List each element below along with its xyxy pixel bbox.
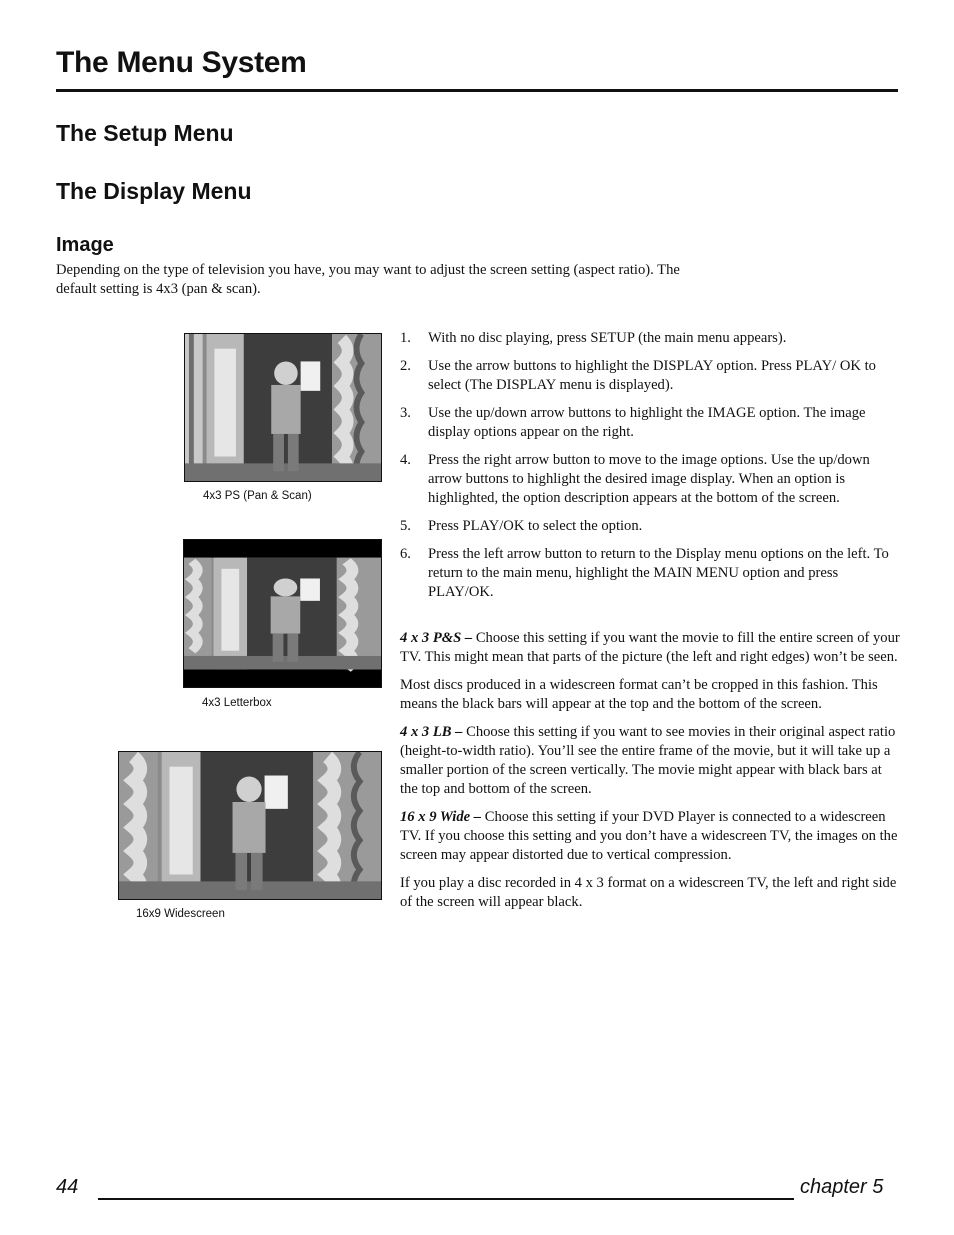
letterbox-term: 4 x 3 LB – <box>400 724 463 740</box>
widescreen-caption: 16x9 Widescreen <box>136 908 225 920</box>
wide-description <box>400 808 900 865</box>
widescreen-photo <box>118 751 382 900</box>
step-number: 5. <box>400 518 411 534</box>
display-menu-heading: The Display Menu <box>56 178 252 204</box>
pan-scan-text: Choose this setting if you want the movie to fill the entire screen of your TV. This might mean that parts of the picture (the left and right edges) won’t be seen. <box>400 630 900 665</box>
setup-steps-list <box>400 329 900 611</box>
list-item <box>400 451 900 508</box>
letterbox-description <box>400 723 900 799</box>
page-title: The Menu System <box>56 46 307 79</box>
step-text: With no disc playing, press SETUP (the main menu appears). <box>428 330 787 346</box>
pan-scan-caption: 4x3 PS (Pan & Scan) <box>203 490 312 502</box>
step-number: 3. <box>400 405 411 421</box>
step-text: Press the right arrow button to move to the image options. Use the up/down arrow buttons to highlight the desired image display. When an option is highlighted, the option description appears at the bottom of the screen. <box>428 452 870 506</box>
chapter-label: chapter 5 <box>800 1176 884 1198</box>
closing-paragraph: If you play a disc recorded in 4 x 3 format on a widescreen TV, the left and right side of the screen will appear black. <box>400 875 897 910</box>
intro-paragraph: Depending on the type of television you have, you may want to adjust the screen setting (aspect ratio). The default setting is 4x3 (pan & scan). <box>56 262 680 297</box>
step-text: Press PLAY/OK to select the option. <box>428 518 643 534</box>
letterbox-photo <box>183 539 382 688</box>
step-number: 6. <box>400 546 411 562</box>
step-text: Use the arrow buttons to highlight the DISPLAY option. Press PLAY/ OK to select (The DISPLAY menu is displayed). <box>428 358 876 393</box>
step-text: Press the left arrow button to return to the Display menu options on the left. To return to the main menu, highlight the MAIN MENU option and press PLAY/OK. <box>428 546 889 600</box>
page-number: 44 <box>56 1176 79 1198</box>
list-item <box>400 329 900 348</box>
pan-scan-description <box>400 629 900 667</box>
option-descriptions <box>400 629 900 921</box>
wide-text: Choose this setting if your DVD Player is connected to a widescreen TV. If you choose this setting and you don’t have a widescreen TV, the images on the screen may appear distorted due to vertical compression. <box>400 809 898 863</box>
pan-scan-term: 4 x 3 P&S – <box>400 630 473 646</box>
step-text: Use the up/down arrow buttons to highlight the IMAGE option. The image display options appear on the right. <box>428 405 866 440</box>
step-number: 4. <box>400 452 411 468</box>
step-number: 2. <box>400 358 411 374</box>
footer-rule <box>98 1198 794 1200</box>
widescreen-note: Most discs produced in a widescreen format can’t be cropped in this fashion. This means the black bars will appear at the top and the bottom of the screen. <box>400 677 878 712</box>
step-number: 1. <box>400 330 411 346</box>
list-item <box>400 357 900 395</box>
image-heading: Image <box>56 234 114 256</box>
list-item <box>400 404 900 442</box>
title-rule <box>56 89 898 92</box>
pan-scan-photo <box>184 333 382 482</box>
letterbox-text: Choose this setting if you want to see movies in their original aspect ratio (height-to-width ratio). You’ll see the entire frame of the movie, but it will take up a smaller portion of the screen vertically. The movie might appear with black bars at the top and bottom of the screen. <box>400 724 896 797</box>
list-item <box>400 545 900 602</box>
list-item <box>400 517 900 536</box>
letterbox-caption: 4x3 Letterbox <box>202 697 272 709</box>
wide-term: 16 x 9 Wide – <box>400 809 482 825</box>
setup-menu-heading: The Setup Menu <box>56 120 234 146</box>
